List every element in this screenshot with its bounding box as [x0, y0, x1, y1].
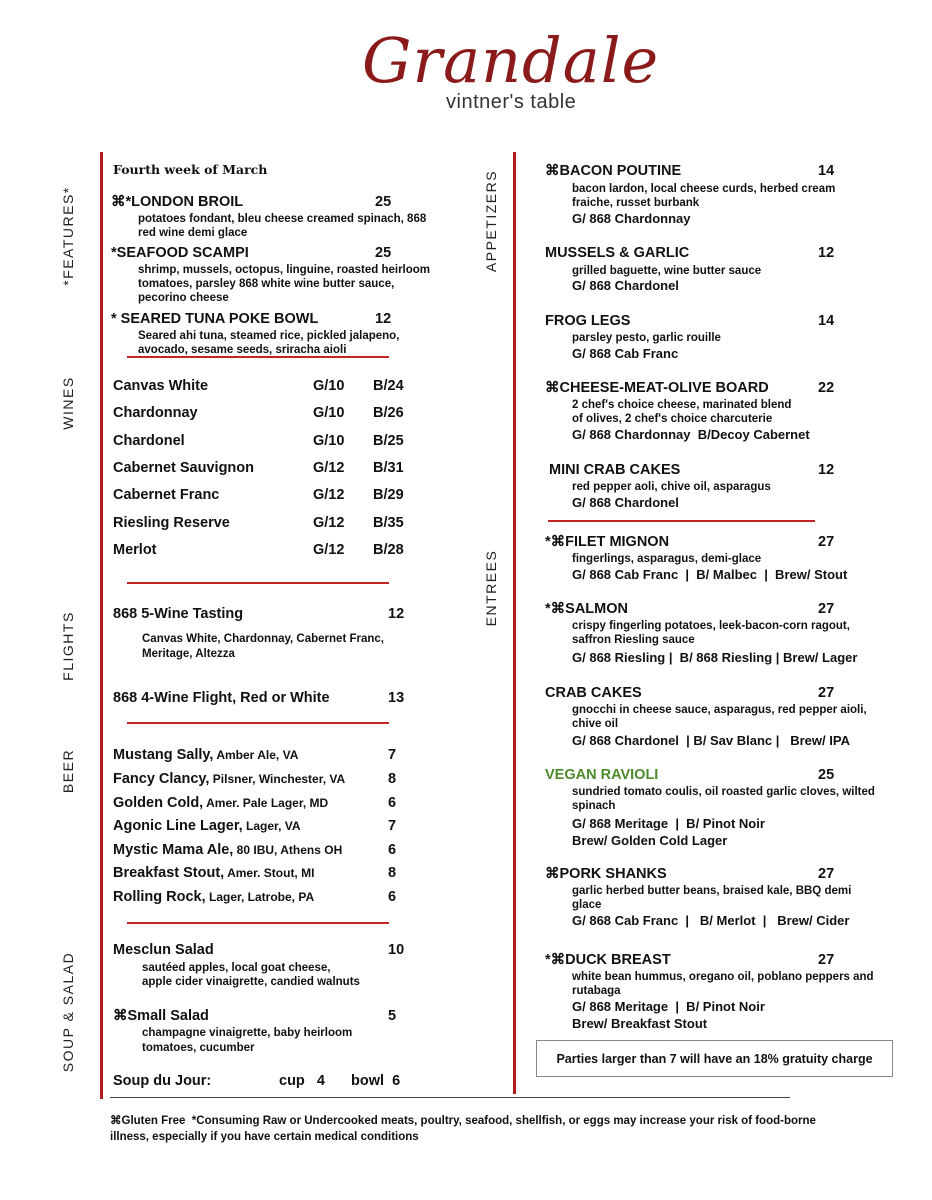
entree-name-vegan: VEGAN RAVIOLI — [545, 767, 659, 783]
appetizer-name: ⌘BACON POUTINE — [545, 163, 682, 179]
beer-name: Breakfast Stout, Amer. Stout, MI — [113, 865, 315, 881]
entree-name: CRAB CAKES — [545, 685, 642, 701]
entree-pairing: Brew/ Golden Cold Lager — [572, 833, 728, 848]
section-divider — [127, 922, 389, 924]
appetizer-price: 22 — [818, 380, 835, 396]
entree-pairing: Brew/ Breakfast Stout — [572, 1016, 708, 1031]
soup-cup-price: cup 4 — [279, 1073, 325, 1089]
section-flights-label: FLIGHTS — [60, 611, 76, 681]
wine-glass-price: G/10 — [313, 378, 345, 394]
feature-desc-line: Seared ahi tuna, steamed rice, pickled jalapeno, — [138, 330, 400, 342]
section-wines-label: WINES — [60, 376, 76, 430]
section-divider — [127, 722, 389, 724]
section-soup-salad-label: SOUP & SALAD — [60, 951, 76, 1073]
section-beer-label: BEER — [60, 748, 76, 794]
footer-rule — [110, 1097, 790, 1098]
wine-bottle-price: B/28 — [373, 542, 404, 558]
appetizer-desc-line: grilled baguette, wine butter sauce — [572, 265, 762, 277]
wine-name: Merlot — [113, 542, 157, 558]
appetizer-name: MINI CRAB CAKES — [549, 462, 681, 478]
beer-name: Rolling Rock, Lager, Latrobe, PA — [113, 889, 315, 905]
appetizer-desc-line: 2 chef's choice cheese, marinated blend — [572, 399, 792, 411]
entree-price: 27 — [818, 534, 835, 550]
flight-desc-line: Canvas White, Chardonnay, Cabernet Franc, — [142, 633, 384, 645]
salad-name: ⌘Small Salad — [113, 1008, 209, 1024]
appetizer-price: 12 — [818, 462, 835, 478]
appetizer-price: 14 — [818, 163, 835, 179]
feature-desc-line: pecorino cheese — [138, 292, 229, 304]
feature-desc-line: potatoes fondant, bleu cheese creamed spinach, 868 — [138, 213, 427, 225]
section-divider — [548, 520, 815, 522]
wine-name: Chardonnay — [113, 405, 198, 421]
wine-glass-price: G/12 — [313, 542, 345, 558]
beer-name: Golden Cold, Amer. Pale Lager, MD — [113, 795, 329, 811]
salad-desc-line: tomatoes, cucumber — [142, 1042, 255, 1054]
entree-pairing: G/ 868 Cab Franc | B/ Merlot | Brew/ Cider — [572, 913, 850, 928]
feature-desc-line: avocado, sesame seeds, sriracha aioli — [138, 344, 347, 356]
feature-name: * SEARED TUNA POKE BOWL — [111, 311, 319, 327]
appetizer-pairing: G/ 868 Cab Franc — [572, 346, 679, 361]
entree-price: 25 — [818, 767, 835, 783]
raw-food-warning-cont: illness, especially if you have certain medical conditions — [110, 1131, 419, 1143]
entree-name: *⌘DUCK BREAST — [545, 952, 671, 968]
wine-glass-price: G/12 — [313, 487, 345, 503]
entree-desc-line: saffron Riesling sauce — [572, 634, 695, 646]
soup-bowl-price: bowl 6 — [351, 1073, 401, 1089]
feature-name: ⌘*LONDON BROIL — [111, 194, 244, 210]
wine-bottle-price: B/25 — [373, 433, 404, 449]
appetizer-pairing: G/ 868 Chardonnay — [572, 211, 691, 226]
salad-desc-line: sautéed apples, local goat cheese, — [142, 962, 331, 974]
appetizer-price: 12 — [818, 245, 835, 261]
appetizer-price: 14 — [818, 313, 835, 329]
entree-name: *⌘FILET MIGNON — [545, 534, 670, 550]
salad-price: 10 — [388, 942, 405, 958]
wine-name: Canvas White — [113, 378, 209, 394]
beer-price: 6 — [388, 842, 397, 858]
beer-name: Fancy Clancy, Pilsner, Winchester, VA — [113, 771, 346, 787]
feature-name: *SEAFOOD SCAMPI — [111, 245, 249, 261]
feature-desc-line: tomatoes, parsley 868 white wine butter sauce, — [138, 278, 395, 290]
appetizer-desc-line: of olives, 2 chef's choice charcuterie — [572, 413, 773, 425]
appetizer-pairing: G/ 868 Chardonel — [572, 278, 679, 293]
wine-bottle-price: B/31 — [373, 460, 404, 476]
entree-desc-line: gnocchi in cheese sauce, asparagus, red pepper aioli, — [572, 704, 867, 716]
beer-name: Agonic Line Lager, Lager, VA — [113, 818, 301, 834]
entree-price: 27 — [818, 952, 835, 968]
salad-desc-line: champagne vinaigrette, baby heirloom — [142, 1027, 353, 1039]
appetizer-pairing: G/ 868 Chardonnay B/Decoy Cabernet — [572, 427, 810, 442]
flight-price: 13 — [388, 690, 405, 706]
entree-desc-line: sundried tomato coulis, oil roasted garlic cloves, wilted — [572, 786, 875, 798]
wine-name: Cabernet Sauvignon — [113, 460, 254, 476]
right-column-rule — [513, 152, 516, 1094]
entree-desc-line: garlic herbed butter beans, braised kale, BBQ demi — [572, 885, 852, 897]
feature-price: 25 — [375, 194, 392, 210]
flight-name: 868 5-Wine Tasting — [113, 606, 244, 622]
wine-name: Chardonel — [113, 433, 185, 449]
wine-glass-price: G/10 — [313, 433, 345, 449]
wine-name: Cabernet Franc — [113, 487, 220, 503]
salad-desc-line: apple cider vinaigrette, candied walnuts — [142, 976, 360, 988]
section-divider — [127, 582, 389, 584]
entree-pairing: G/ 868 Chardonel | B/ Sav Blanc | Brew/ IPA — [572, 733, 850, 748]
gratuity-notice: Parties larger than 7 will have an 18% gratuity charge — [536, 1040, 893, 1077]
week-heading: Fourth week of March — [113, 162, 268, 177]
entree-price: 27 — [818, 685, 835, 701]
wine-glass-price: G/12 — [313, 460, 345, 476]
appetizer-name: ⌘CHEESE-MEAT-OLIVE BOARD — [545, 380, 769, 396]
wine-bottle-price: B/35 — [373, 515, 404, 531]
soup-name: Soup du Jour: — [113, 1073, 212, 1089]
beer-price: 7 — [388, 747, 397, 763]
entree-desc-line: white bean hummus, oregano oil, poblano peppers and — [572, 971, 874, 983]
entree-pairing: G/ 868 Cab Franc | B/ Malbec | Brew/ Stout — [572, 567, 848, 582]
section-entrees-label: ENTREES — [483, 549, 499, 627]
wine-glass-price: G/12 — [313, 515, 345, 531]
beer-price: 8 — [388, 771, 397, 787]
entree-desc-line: spinach — [572, 800, 616, 812]
beer-name: Mystic Mama Ale, 80 IBU, Athens OH — [113, 842, 343, 858]
entree-desc-line: crispy fingerling potatoes, leek-bacon-corn ragout, — [572, 620, 850, 632]
appetizer-desc-line: fraiche, russet burbank — [572, 197, 700, 209]
footer-disclaimer — [110, 1113, 830, 1145]
gluten-free-note: ⌘Gluten Free — [110, 1115, 186, 1127]
flight-price: 12 — [388, 606, 405, 622]
wine-bottle-price: B/29 — [373, 487, 404, 503]
restaurant-tagline: vintner's table — [446, 91, 577, 113]
entree-desc-line: chive oil — [572, 718, 619, 730]
beer-price: 7 — [388, 818, 397, 834]
appetizer-desc-line: bacon lardon, local cheese curds, herbed cream — [572, 183, 836, 195]
salad-price: 5 — [388, 1008, 397, 1024]
section-divider — [127, 356, 389, 358]
appetizer-desc-line: red pepper aoli, chive oil, asparagus — [572, 481, 771, 493]
feature-price: 25 — [375, 245, 392, 261]
entree-name: ⌘PORK SHANKS — [545, 866, 667, 882]
raw-food-warning: *Consuming Raw or Undercooked meats, poultry, seafood, shellfish, or eggs may increase your risk of food-borne — [191, 1115, 816, 1127]
feature-desc-line: shrimp, mussels, octopus, linguine, roasted heirloom — [138, 264, 431, 276]
appetizer-name: FROG LEGS — [545, 313, 631, 329]
beer-name: Mustang Sally, Amber Ale, VA — [113, 747, 299, 763]
left-column-rule — [100, 152, 103, 1099]
entree-pairing: G/ 868 Meritage | B/ Pinot Noir — [572, 999, 765, 1014]
entree-price: 27 — [818, 601, 835, 617]
section-features-label: *FEATURES* — [60, 186, 76, 286]
wine-bottle-price: B/26 — [373, 405, 404, 421]
flight-name: 868 4-Wine Flight, Red or White — [113, 690, 330, 706]
feature-price: 12 — [375, 311, 392, 327]
entree-desc-line: fingerlings, asparagus, demi-glace — [572, 553, 762, 565]
entree-pairing: G/ 868 Meritage | B/ Pinot Noir — [572, 816, 765, 831]
wine-bottle-price: B/24 — [373, 378, 404, 394]
salad-name: Mesclun Salad — [113, 942, 214, 958]
wine-glass-price: G/10 — [313, 405, 345, 421]
entree-price: 27 — [818, 866, 835, 882]
entree-desc-line: rutabaga — [572, 985, 621, 997]
feature-desc-line: red wine demi glace — [138, 227, 248, 239]
entree-desc-line: glace — [572, 899, 602, 911]
beer-price: 6 — [388, 795, 397, 811]
restaurant-logo: Grandale — [362, 24, 660, 97]
appetizer-pairing: G/ 868 Chardonel — [572, 495, 679, 510]
section-appetizers-label: APPETIZERS — [483, 169, 499, 273]
wine-name: Riesling Reserve — [113, 515, 230, 531]
flight-desc-line: Meritage, Altezza — [142, 648, 235, 660]
appetizer-desc-line: parsley pesto, garlic rouille — [572, 332, 721, 344]
entree-name: *⌘SALMON — [545, 601, 628, 617]
beer-price: 6 — [388, 889, 397, 905]
appetizer-name: MUSSELS & GARLIC — [545, 245, 690, 261]
entree-pairing: G/ 868 Riesling | B/ 868 Riesling | Brew/ Lager — [572, 650, 858, 665]
beer-price: 8 — [388, 865, 397, 881]
